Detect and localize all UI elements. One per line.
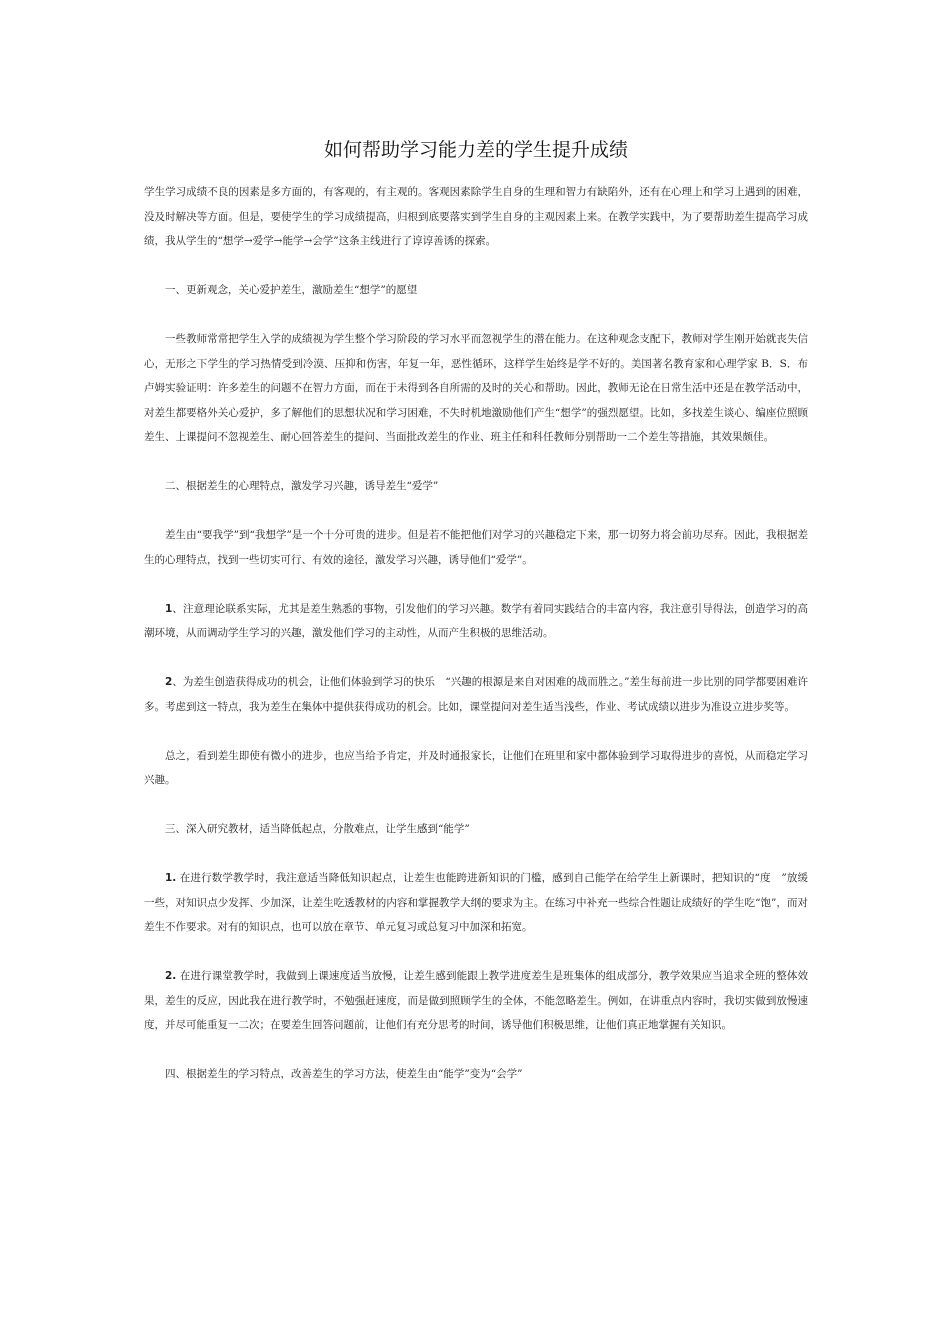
document-page bbox=[144, 134, 808, 1087]
spacer bbox=[144, 793, 808, 818]
item-text: 、为差生创造获得成功的机会，让他们体验到学习的快乐 “兴趣的根源是来自对困难的战而胜之。”差生每前进一步比别的同学都要困难许多。考虑到这一特点，我为差生在集体中提供获得成功的机会。比如，课堂提问对差生适当浅些，作业、考试成绩以进步为准设立进步奖等。 bbox=[144, 676, 808, 713]
section1-body: 一些教师常常把学生入学的成绩视为学生整个学习阶段的学习水平而忽视学生的潜在能力。在这种观念支配下，教师对学生刚开始就丧失信心，无形之下学生的学习热情受到冷漠、压抑和伤害，年复一年，恶性循环，这样学生始终是学不好的。美国著名教育家和心理学家 B．S．布卢姆实验证明：许多差生的问题不在智力方面，而在于未得到各自所需的及时的关心和帮助。因此，教师无论在日常生活中还是在教学活动中，对差生都要格外关心爱护，多了解他们的思想状况和学习困难，不失时机地激励他们产生“想学”的强烈愿望。比如，多找差生谈心、编座位照顾差生、上课提问不忽视差生、耐心回答差生的提问、当面批改差生的作业、班主任和科任教师分别帮助一二个差生等措施，其效果颇佳。 bbox=[144, 333, 808, 443]
section3-item1 bbox=[144, 866, 808, 940]
spacer bbox=[144, 842, 808, 867]
document-title: 如何帮助学习能力差的学生提升成绩 bbox=[323, 139, 628, 161]
spacer bbox=[144, 719, 808, 744]
spacer bbox=[144, 499, 808, 524]
section1-heading: 一、更新观念，关心爱护差生，激励差生“想学”的愿望 bbox=[165, 284, 418, 296]
item-number: 2 bbox=[165, 676, 173, 688]
item-number: 1 bbox=[165, 602, 173, 615]
section3-heading: 三、深入研究教材，适当降低起点，分散难点，让学生感到“能学” bbox=[165, 823, 470, 835]
section2-summary: 总之，看到差生即使有微小的进步，也应当给予肯定，并及时通报家长，让他们在班里和家中都体验到学习取得进步的喜悦，从而稳定学习兴趣。 bbox=[144, 749, 808, 786]
section2-item2 bbox=[144, 670, 808, 719]
spacer bbox=[144, 254, 808, 279]
item-text: 在进行数学教学时，我注意适当降低知识起点，让差生也能跨进新知识的门槛，感到自己能学在给学生上新课时，把知识的“度 ”放缓一些，对知识点少发挥、少加深，让差生吃透教材的内容和掌握教学大纲的要求为主。在练习中补充一些综合性题让成绩好的学生吃“饱”，而对差生不作要求。对有的知识点，也可以放在章节、单元复习或总复习中加深和拓宽。 bbox=[144, 872, 808, 933]
section4-heading: 四、根据差生的学习特点，改善差生的学习方法，使差生由“能学”变为“会学” bbox=[165, 1068, 523, 1080]
spacer bbox=[144, 572, 808, 597]
spacer bbox=[144, 450, 808, 475]
section2-heading: 二、根据差生的心理特点，激发学习兴趣，诱导差生“爱学” bbox=[165, 480, 439, 492]
intro-paragraph: 学生学习成绩不良的因素是多方面的，有客观的，有主观的。客观因素除学生自身的生理和智力有缺陷外，还有在心理上和学习上遇到的困难，没及时解决等方面。但是，要使学生的学习成绩提高，归根到底要落实到学生自身的主观因素上来。在教学实践中，为了要帮助差生提高学习成绩，我从学生的“想学→爱学→能学→会学”这条主线进行了谆谆善诱的探索。 bbox=[144, 186, 808, 247]
spacer bbox=[144, 940, 808, 965]
spacer bbox=[144, 646, 808, 671]
item-text: 、注意理论联系实际，尤其是差生熟悉的事物，引发他们的学习兴趣。数学有着同实践结合的丰富内容，我注意引导得法，创造学习的高潮环境，从而调动学生学习的兴趣，激发他们学习的主动性，从而产生积极的思维活动。 bbox=[144, 602, 808, 639]
section3-item2 bbox=[144, 964, 808, 1038]
section2-item1 bbox=[144, 597, 808, 646]
item-text: 在进行课堂教学时，我做到上课速度适当放慢，让差生感到能跟上教学进度差生是班集体的组成部分，教学效果应当追求全班的整体效果，差生的反应，因此我在进行教学时，不勉强赶速度，而是做到照顾学生的全体，不能忽略差生。例如，在讲重点内容时，我切实做到放慢速度，并尽可能重复一二次；在要差生回答问题前，让他们有充分思考的时间，诱导他们积极思维，让他们真正地掌握有关知识。 bbox=[144, 970, 808, 1031]
spacer bbox=[144, 1038, 808, 1063]
section2-body: 差生由“要我学”到“我想学”是一个十分可贵的进步。但是若不能把他们对学习的兴趣稳定下来，那一切努力将会前功尽弃。因此，我根据差生的心理特点，找到一些切实可行、有效的途径，激发学习兴趣，诱导他们“爱学”。 bbox=[144, 529, 808, 566]
item-number: 2. bbox=[165, 970, 177, 982]
item-number: 1. bbox=[165, 872, 177, 884]
spacer bbox=[144, 303, 808, 328]
